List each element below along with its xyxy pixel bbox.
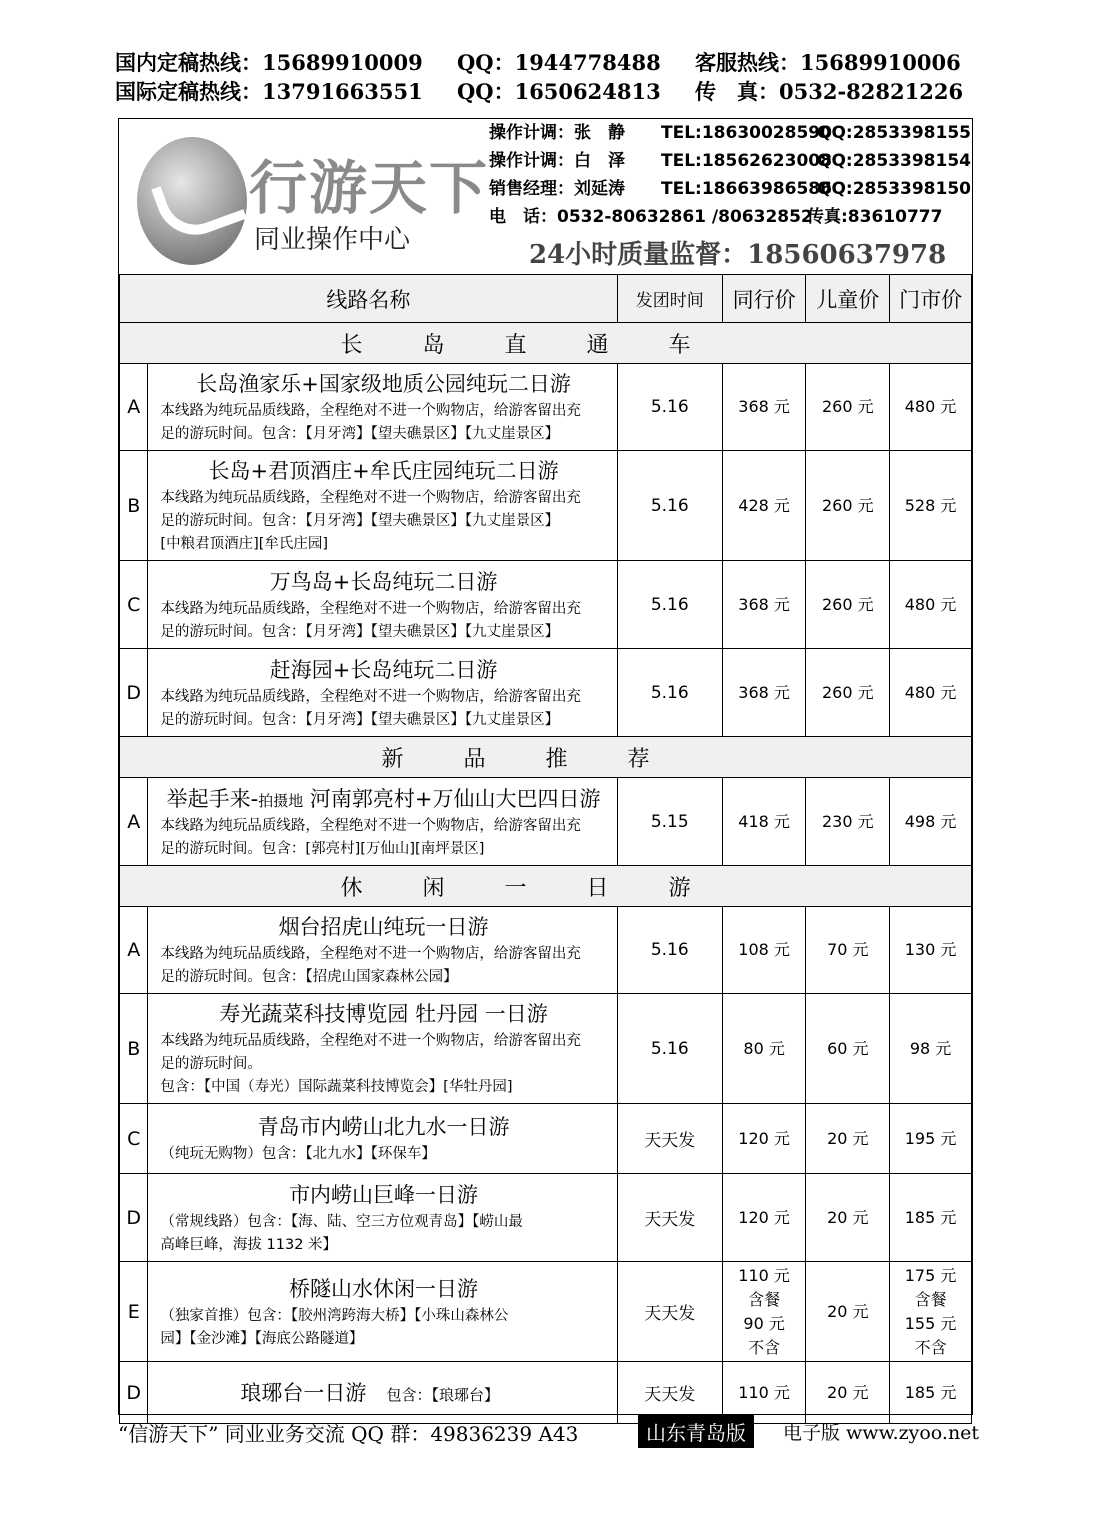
section-header	[120, 737, 972, 778]
contact-qq: QQ:2853398150	[817, 179, 971, 199]
peer-price	[722, 1262, 806, 1362]
route-title-text: 河南郭亮村+万仙山大巴四日游	[303, 786, 601, 811]
table-row	[120, 907, 972, 994]
route-description: 园】【金沙滩】【海底公路隧道】	[160, 1330, 364, 1347]
hotline-row	[115, 48, 975, 77]
departure-date: 天天发	[617, 1174, 722, 1262]
peer-price: 368 元	[722, 364, 806, 451]
route-title: 桥隧山水休闲一日游	[289, 1276, 479, 1301]
contact-row	[489, 203, 969, 231]
retail-price: 98 元	[890, 994, 972, 1104]
route-cell	[148, 994, 617, 1104]
peer-price: 428 元	[722, 451, 806, 561]
agency-header	[119, 119, 972, 275]
retail-price: 498 元	[890, 778, 972, 866]
retail-price: 185 元	[890, 1174, 972, 1262]
price-line: 110 元	[738, 1265, 790, 1285]
office-phone: 电 话：0532-80632861 /80632852	[489, 207, 813, 227]
route-title: 长岛+君顶酒庄+牟氏庄园纯玩二日游	[208, 459, 559, 483]
col-date: 发团时间	[617, 275, 722, 323]
route-description: 足的游玩时间。包含：【招虎山国家森林公园】	[160, 969, 458, 985]
peer-price: 120 元	[722, 1104, 806, 1174]
table-row	[120, 1262, 972, 1362]
departure-date: 5.16	[617, 907, 722, 994]
contact-row	[489, 147, 969, 175]
footer	[118, 1415, 978, 1447]
quality-hotline: 24小时质量监督：18560637978	[529, 240, 947, 270]
row-letter: A	[120, 778, 148, 866]
footer-qq-group: “信游天下” 同业业务交流 QQ 群：49836239 A43	[118, 1422, 579, 1446]
row-letter: C	[120, 561, 148, 649]
route-cell	[148, 1262, 617, 1362]
route-title	[160, 783, 606, 813]
col-peer-price: 同行价	[722, 275, 806, 323]
domestic-hotline: 国内定稿热线：15689910009	[115, 50, 423, 75]
logo-title: 行游天下	[249, 154, 490, 222]
col-child-price: 儿童价	[806, 275, 890, 323]
footer-website: 电子版 www.zyoo.net	[783, 1422, 980, 1444]
route-sheet	[118, 118, 973, 1415]
contact-name: 销售经理：刘延涛	[489, 179, 625, 199]
row-letter: B	[120, 994, 148, 1104]
retail-price: 528 元	[890, 451, 972, 561]
departure-date: 5.15	[617, 778, 722, 866]
route-title	[160, 1377, 606, 1407]
price-line: 155 元	[904, 1313, 957, 1333]
intl-qq: QQ：1650624813	[457, 79, 661, 104]
table-header	[120, 275, 972, 323]
route-cell	[148, 451, 617, 561]
row-letter: E	[120, 1262, 148, 1362]
route-cell	[148, 649, 617, 737]
peer-price: 368 元	[722, 649, 806, 737]
child-price: 260 元	[806, 364, 890, 451]
departure-date: 天天发	[617, 1104, 722, 1174]
route-cell	[148, 364, 617, 451]
section-header	[120, 323, 972, 364]
col-route: 线路名称	[120, 275, 618, 323]
route-description: 包含：【中国（寿光）国际蔬菜科技博览会】[华牡丹园]	[160, 1079, 513, 1095]
contact-tel: TEL:18630028590	[661, 123, 832, 143]
table-row	[120, 994, 972, 1104]
retail-price	[890, 1262, 972, 1362]
price-line: 含餐	[748, 1289, 781, 1309]
route-table	[119, 274, 972, 1424]
edition-badge: 山东青岛版	[638, 1415, 754, 1448]
route-cell	[148, 561, 617, 649]
route-description: 足的游玩时间。包含：【月牙湾】【望夫礁景区】【九丈崖景区】	[160, 711, 560, 728]
route-cell	[148, 907, 617, 994]
price-line: 不含	[914, 1337, 947, 1357]
route-description: 本线路为纯玩品质线路，全程绝对不进一个购物店，给游客留出充	[160, 817, 581, 834]
route-description: 足的游玩时间。包含：【月牙湾】【望夫礁景区】【九丈崖景区】	[160, 513, 560, 529]
fax: 传 真：0532-82821226	[695, 79, 964, 104]
peer-price: 120 元	[722, 1174, 806, 1262]
price-line: 不含	[748, 1337, 781, 1357]
child-price: 20 元	[806, 1174, 890, 1262]
departure-date: 5.16	[617, 649, 722, 737]
section-title: 新品推荐	[120, 737, 972, 778]
contact-tel: TEL:18562623008	[661, 151, 832, 171]
service-hotline: 客服热线：15689910006	[695, 50, 961, 75]
domestic-qq: QQ：1944778488	[457, 50, 661, 75]
route-title-note: 拍摄地	[258, 791, 304, 810]
contact-tel: TEL:18663986586	[661, 179, 832, 199]
route-title-text: 琅琊台一日游	[240, 1380, 367, 1405]
route-title: 长岛渔家乐+国家级地质公园纯玩二日游	[196, 372, 571, 396]
office-fax: 传真:83610777	[807, 207, 943, 227]
route-title-text: 举起手来-	[166, 786, 259, 811]
price-line: 175 元	[904, 1265, 957, 1285]
route-cell	[148, 778, 617, 866]
row-letter: A	[120, 364, 148, 451]
table-row	[120, 364, 972, 451]
route-description: 本线路为纯玩品质线路，全程绝对不进一个购物店，给游客留出充	[160, 490, 581, 506]
child-price: 260 元	[806, 561, 890, 649]
retail-price: 185 元	[890, 1362, 972, 1424]
child-price: 70 元	[806, 907, 890, 994]
route-title: 万鸟岛+长岛纯玩二日游	[269, 569, 498, 594]
route-cell	[148, 1174, 617, 1262]
child-price: 20 元	[806, 1262, 890, 1362]
section-title: 休闲一日游	[120, 866, 972, 907]
retail-price: 480 元	[890, 649, 972, 737]
retail-price: 195 元	[890, 1104, 972, 1174]
route-description: 足的游玩时间。包含：[郭亮村][万仙山][南坪景区]	[160, 840, 485, 857]
route-description: 足的游玩时间。包含：【月牙湾】【望夫礁景区】【九丈崖景区】	[160, 426, 560, 442]
table-row	[120, 451, 972, 561]
route-title: 市内崂山巨峰一日游	[289, 1182, 479, 1207]
departure-date: 天天发	[617, 1362, 722, 1424]
child-price: 60 元	[806, 994, 890, 1104]
contact-qq: QQ:2853398155	[817, 123, 971, 143]
route-description: 足的游玩时间。	[160, 1056, 262, 1072]
table-row	[120, 1104, 972, 1174]
route-description: 本线路为纯玩品质线路，全程绝对不进一个购物店，给游客留出充	[160, 600, 581, 617]
contact-list	[489, 119, 969, 231]
retail-price: 480 元	[890, 364, 972, 451]
price-line: 90 元	[743, 1313, 785, 1333]
route-title: 寿光蔬菜科技博览园 牡丹园 一日游	[219, 1002, 548, 1026]
row-letter: A	[120, 907, 148, 994]
price-line: 含餐	[914, 1289, 947, 1309]
row-letter: C	[120, 1104, 148, 1174]
hotlines	[115, 48, 975, 106]
table-row	[120, 561, 972, 649]
contact-name: 操作计调：张 静	[489, 123, 625, 143]
route-description: 本线路为纯玩品质线路，全程绝对不进一个购物店，给游客留出充	[160, 688, 581, 705]
section-header	[120, 866, 972, 907]
peer-price: 110 元	[722, 1362, 806, 1424]
section-title: 长岛直通车	[120, 323, 972, 364]
departure-date: 天天发	[617, 1262, 722, 1362]
route-title: 赶海园+长岛纯玩二日游	[269, 657, 498, 682]
route-description: （独家首推）包含：【胶州湾跨海大桥】【小珠山森林公	[160, 1307, 509, 1324]
table-row	[120, 778, 972, 866]
route-description: 足的游玩时间。包含：【月牙湾】【望夫礁景区】【九丈崖景区】	[160, 623, 560, 640]
row-letter: B	[120, 451, 148, 561]
route-description: （常规线路）包含：【海、陆、空三方位观青岛】【崂山最	[160, 1213, 523, 1230]
intl-hotline: 国际定稿热线：13791663551	[115, 79, 423, 104]
child-price: 260 元	[806, 649, 890, 737]
departure-date: 5.16	[617, 364, 722, 451]
route-description: [中粮君顶酒庄][牟氏庄园]	[160, 536, 329, 552]
route-title: 青岛市内崂山北九水一日游	[257, 1115, 510, 1139]
departure-date: 5.16	[617, 451, 722, 561]
row-letter: D	[120, 1174, 148, 1262]
route-description: 本线路为纯玩品质线路，全程绝对不进一个购物店，给游客留出充	[160, 403, 581, 419]
departure-date: 5.16	[617, 994, 722, 1104]
route-description: 本线路为纯玩品质线路，全程绝对不进一个购物店，给游客留出充	[160, 1033, 581, 1049]
logo-subtitle: 同业操作中心	[254, 225, 411, 255]
table-row	[120, 649, 972, 737]
hotline-row	[115, 77, 975, 106]
child-price: 20 元	[806, 1104, 890, 1174]
child-price: 20 元	[806, 1362, 890, 1424]
peer-price: 368 元	[722, 561, 806, 649]
contact-row	[489, 119, 969, 147]
col-retail-price: 门市价	[890, 275, 972, 323]
peer-price: 418 元	[722, 778, 806, 866]
route-description: 本线路为纯玩品质线路，全程绝对不进一个购物店，给游客留出充	[160, 946, 581, 962]
row-letter: D	[120, 649, 148, 737]
child-price: 230 元	[806, 778, 890, 866]
retail-price: 130 元	[890, 907, 972, 994]
row-letter: D	[120, 1362, 148, 1424]
route-includes: 包含：【琅琊台】	[386, 1385, 499, 1404]
route-cell	[148, 1104, 617, 1174]
departure-date: 5.16	[617, 561, 722, 649]
table-row	[120, 1174, 972, 1262]
peer-price: 108 元	[722, 907, 806, 994]
route-description: 高峰巨峰，海拔 1132 米】	[160, 1236, 338, 1253]
route-description: （纯玩无购物）包含：【北九水】【环保车】	[160, 1146, 436, 1162]
contact-name: 操作计调：白 泽	[489, 151, 625, 171]
route-title: 烟台招虎山纯玩一日游	[278, 915, 489, 939]
contact-row	[489, 175, 969, 203]
retail-price: 480 元	[890, 561, 972, 649]
contact-qq: QQ:2853398154	[817, 151, 971, 171]
child-price: 260 元	[806, 451, 890, 561]
peer-price: 80 元	[722, 994, 806, 1104]
